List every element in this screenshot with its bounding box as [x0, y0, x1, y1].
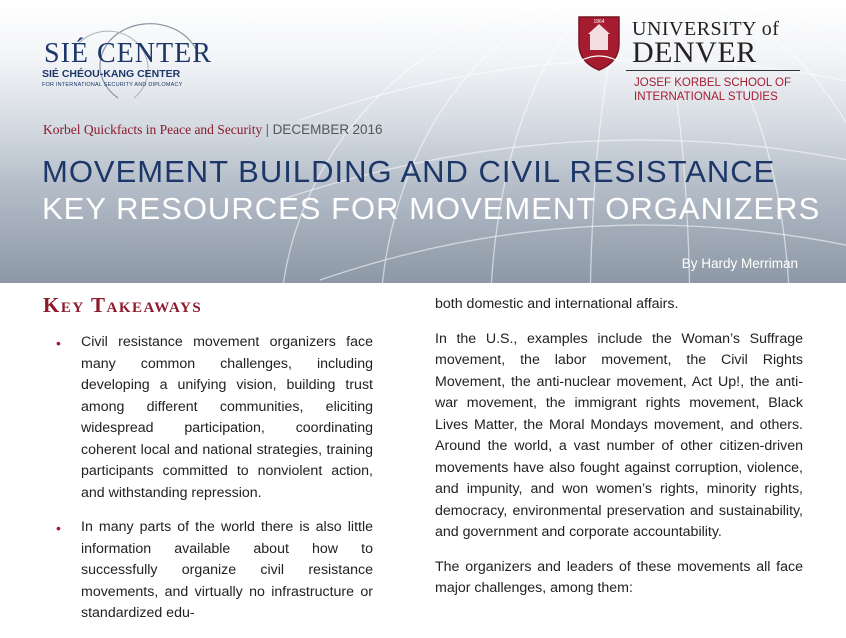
sie-logo-subname: SIÉ CHÉOU-KANG CENTER — [42, 68, 181, 80]
du-logo-school-line1: JOSEF KORBEL SCHOOL OF — [634, 77, 791, 89]
sie-logo-name: SIÉ CENTER — [44, 38, 212, 69]
body-text-column — [435, 294, 803, 613]
du-logo-school — [634, 76, 791, 104]
series-name: Korbel Quickfacts in Peace and Security — [43, 122, 263, 137]
report-title: MOVEMENT BUILDING AND CIVIL RESISTANCE — [42, 154, 776, 189]
key-takeaways-section — [43, 293, 373, 638]
body-paragraph: In the U.S., examples include the Woman’s Suffrage movement, the labor movement, the Civil Rights Movement, the anti-nuclear movement, Act Up!, the anti-war movement, the immigrant rights movement, Black Lives Matter, the Moral Mondays movement, and others. Around the world, a vast number of other citizen-driven movements have also fought against corruption, violence, and impunity, and won women’s rights, minority rights, democracy, environmental preservation and sustainability, and government and corporate accountability. — [435, 330, 803, 540]
bullet-dot-icon: • — [56, 520, 61, 536]
sie-logo-tagline: FOR INTERNATIONAL SECURITY AND DIPLOMACY — [42, 82, 183, 88]
sie-center-logo — [38, 14, 212, 104]
university-of-denver-logo — [576, 14, 816, 106]
list-item — [43, 332, 373, 504]
shield-year: 1864 — [593, 19, 605, 25]
key-takeaways-heading: Key Takeaways — [43, 293, 203, 317]
series-month: DECEMBER — [272, 122, 350, 137]
report-subtitle: KEY RESOURCES FOR MOVEMENT ORGANIZERS — [42, 191, 821, 226]
series-separator: | — [265, 122, 270, 137]
takeaway-text: In many parts of the world there is also little information available about how to successfully organize civil resistance movements, and virtually no infrastructure or standardized edu- — [81, 519, 373, 621]
body-paragraph: both domestic and international affairs. — [435, 296, 679, 312]
du-logo-university: UNIVERSITY of — [632, 18, 780, 40]
series-line — [43, 122, 383, 138]
bullet-dot-icon: • — [56, 335, 61, 351]
key-takeaways-list — [43, 332, 373, 625]
series-year: 2016 — [352, 122, 383, 137]
du-logo-divider — [626, 70, 800, 71]
list-item — [43, 517, 373, 625]
author-byline: By Hardy Merriman — [681, 256, 798, 271]
du-logo-school-line2: INTERNATIONAL STUDIES — [634, 91, 778, 103]
report-header — [0, 0, 846, 283]
du-logo-denver: DENVER — [632, 36, 757, 69]
du-shield-icon — [576, 14, 622, 72]
takeaway-text: Civil resistance movement organizers face many common challenges, including developing a unifying vision, building trust among different communities, eliciting widespread participation, coordinating coherent local and national strategies, training participants committed to nonviolent action, and withstanding repression. — [81, 334, 373, 501]
body-paragraph: The organizers and leaders of these movements all face major challenges, among them: — [435, 558, 803, 596]
